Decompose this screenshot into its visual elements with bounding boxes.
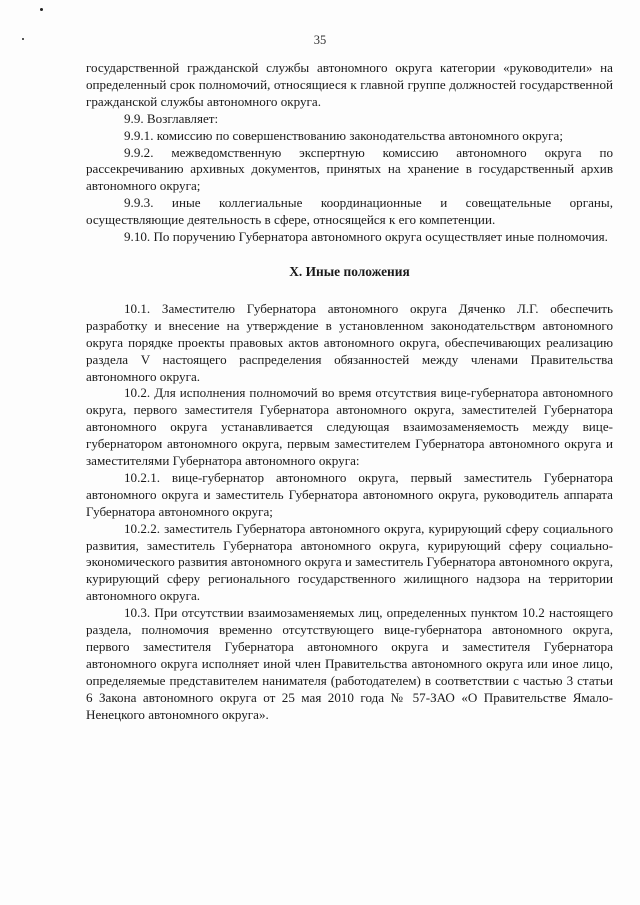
paragraph-10-2-1: 10.2.1. вице-губернатор автономного округа, первый заместитель Губернатора автономного округа и заместитель Губернатора автономного округа, руководитель аппарата Губернатора автономного округа;	[86, 469, 613, 519]
paragraph-continuation: государственной гражданской службы автономного округа категории «руководители» на определенный срок полномочий, относящиеся к главной группе должностей государственной гражданской службы автономного округа.	[86, 60, 613, 109]
page-number: 35	[313, 33, 327, 47]
paragraph-10-2: 10.2. Для исполнения полномочий во время отсутствия вице-губернатора автономного округа, первого заместителя Губернатора автономного округа, заместителей Губернатора автономного округа устанавливается следующая взаимозаменяемость между вице-губернатором автономного округа, первым заместителем Губернатора автономного округа и заместителями Губернатора автономного округа:	[86, 385, 613, 469]
paragraph-9-9-3: 9.9.3. иные коллегиальные координационные и совещательные органы, осуществляющие деятельность в сфере, относящейся к его компетенции.	[86, 195, 613, 228]
paragraph-9-9: 9.9. Возглавляет:	[124, 110, 219, 126]
paragraph-10-3: 10.3. При отсутствии взаимозаменяемых лиц, определенных пунктом 10.2 настоящего раздела, полномочия временно отсутствующего вице-губернатора автономного округа, первого заместителя Губернатора автономного округа и заместителя Губернатора автономного округа исполняет иной член Правительства автономного округа или иное лицо, определяемые представителем нанимателя (работодателем) в соответствии с частью 3 статьи 6 Закона автономного округа от 25 мая 2010 года № 57-ЗАО «О Правительстве Ямало-Ненецкого автономного округа».	[86, 605, 613, 722]
paragraph-9-9-1: 9.9.1. комиссию по совершенствованию законодательства автономного округа;	[124, 127, 563, 143]
paragraph-10-2-2: 10.2.2. заместитель Губернатора автономного округа, курирующий сферу социального развития, заместитель Губернатора автономного округа, курирующий сферу социально-экономического развития автономного округа и заместитель Губернатора автономного округа, курирующий сферу регионального государственного жилищного надзора на территории автономного округа.	[86, 520, 614, 604]
document-body	[86, 60, 613, 724]
paragraph-9-9-2: 9.9.2. межведомственную экспертную комиссию автономного округа по рассекречиванию архивных документов, принятых на хранение в государственный архив автономного округа;	[86, 144, 613, 194]
scan-speck	[40, 8, 43, 11]
paragraph-10-1: 10.1. Заместителю Губернатора автономного округа Дяченко Л.Г. обеспечить разработку и внесение на утверждение в установленном законодательством автономного округа порядке проекты правовых актов автономного округа, обеспечивающих реализацию раздела V настоящего распределения обязанностей между членами Правительства автономного округа.	[86, 300, 613, 384]
section-heading: X. Иные положения	[289, 263, 410, 279]
paragraph-9-10: 9.10. По поручению Губернатора автономного округа осуществляет иные полномочия.	[124, 229, 608, 245]
